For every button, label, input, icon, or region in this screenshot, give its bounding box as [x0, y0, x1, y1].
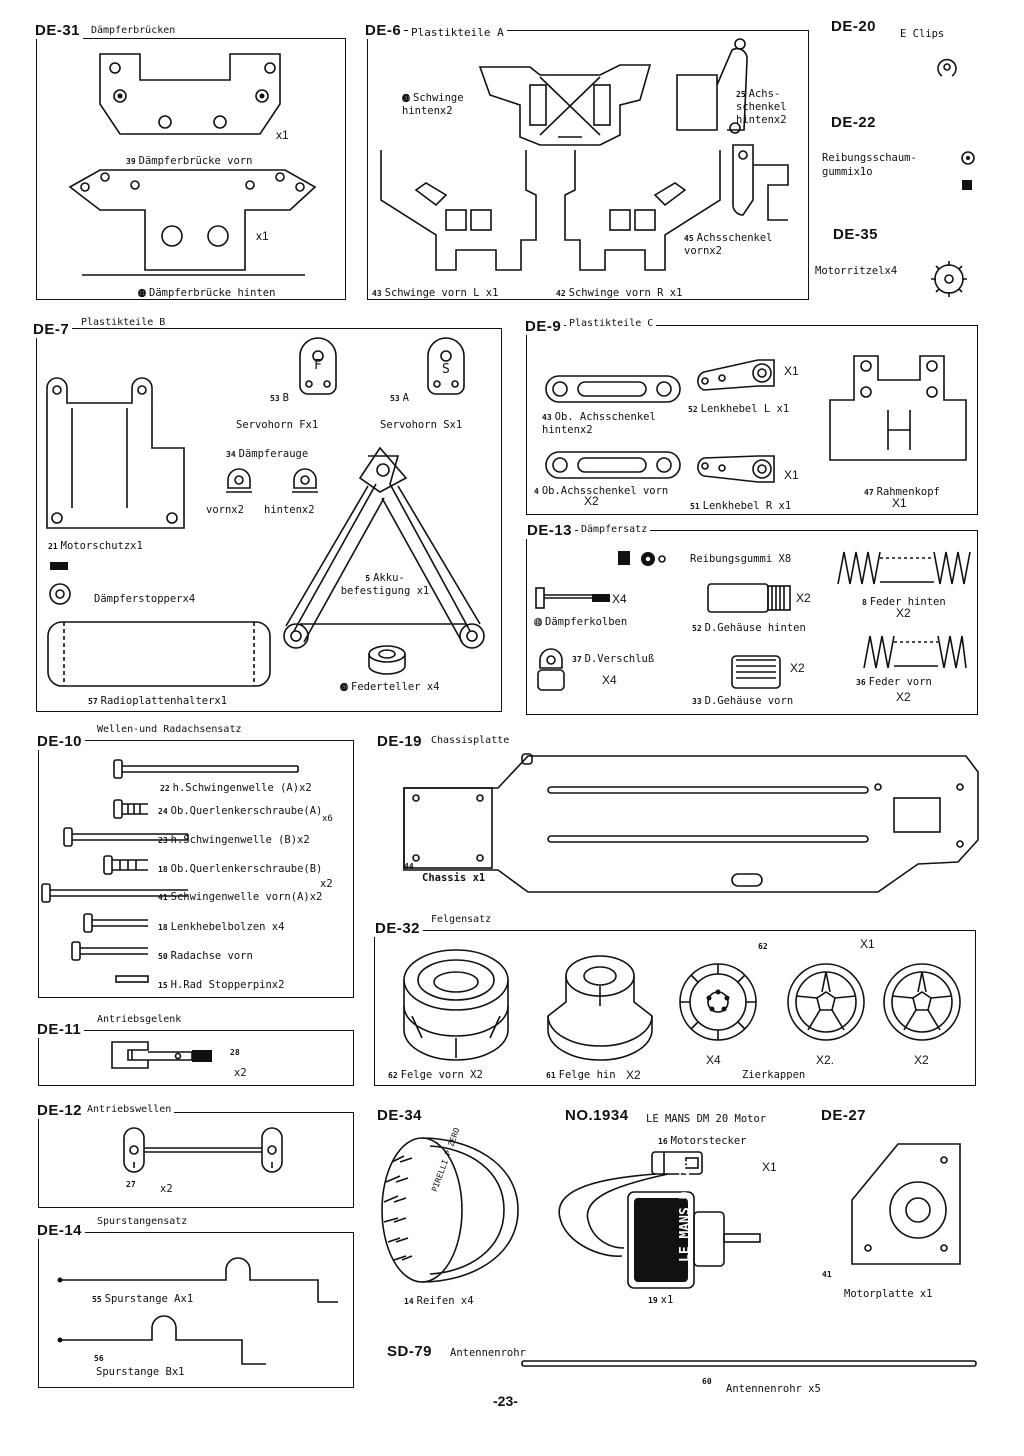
de6-achs-front-label: 45 Achsschenkel vornx2 — [684, 232, 773, 257]
kolben-label: ⓾ Dämpferkolben — [534, 616, 628, 628]
de35-label: Motorritzelx4 — [815, 265, 898, 277]
de13-title: Dämpfersatz — [578, 524, 650, 535]
de10-item-4: 18 Ob.Querlenkerschraube(B) — [158, 863, 323, 875]
reifen-brand: PIRELLI P ZERO — [430, 1126, 462, 1194]
rahmenkopf-drawing — [826, 350, 976, 470]
servohorn-s-label: Servohorn Sx1 — [380, 419, 463, 431]
kolben-qty: X4 — [612, 592, 627, 606]
e-clip-icon — [934, 56, 960, 80]
de19-code: DE-19 — [374, 733, 425, 750]
motor-title: LE MANS DM 20 Motor — [646, 1113, 767, 1125]
geh-vorn-qty: X2 — [790, 661, 805, 675]
reibungsgummi-drawing — [616, 549, 668, 569]
daempferkolben-drawing — [534, 586, 612, 610]
de13-code: DE-13 — [524, 522, 575, 539]
gehaeuse-vorn-drawing — [726, 652, 786, 692]
felge-hinten-drawing — [536, 946, 664, 1064]
lenk-l-label: 52 Lenkhebel L x1 — [688, 403, 790, 415]
daempferauge-hinten-label: hintenx2 — [264, 504, 315, 516]
reifen-label: 14 Reifen x4 — [404, 1295, 474, 1307]
rahmenkopf-qty: X1 — [892, 496, 907, 510]
motor-qty: 19 x1 — [648, 1294, 674, 1306]
motor-drawing — [552, 1148, 788, 1292]
stopper-drawing — [46, 560, 76, 608]
chassis-label: 44 — [404, 862, 414, 871]
daempferbruecke-hinten-drawing — [60, 165, 330, 280]
zierkappen-label: Zierkappen — [742, 1069, 806, 1081]
schwinge-vorn-l-drawing — [376, 145, 546, 275]
de10-item-3: 23 h.Schwingenwelle (B)x2 — [158, 834, 310, 846]
verschluss-drawing — [534, 642, 568, 694]
de20-code: DE-20 — [828, 18, 879, 35]
feder-hinten-qty: X2 — [896, 606, 911, 620]
servohorn-s-letter: S — [442, 362, 450, 377]
de31-qty-front: x1 — [276, 128, 289, 142]
de32-code: DE-32 — [372, 920, 423, 937]
lenk-r-label: 51 Lenkhebel R x1 — [690, 500, 792, 512]
de10-item-8: 15 H.Rad Stopperpinx2 — [158, 979, 285, 991]
radioplatte-drawing — [44, 618, 274, 690]
de27-tag: 41 — [822, 1270, 832, 1279]
de11-title: Antriebsgelenk — [94, 1014, 184, 1025]
feder-hinten-label: 8 Feder hinten — [862, 596, 946, 608]
de32-q3: X2. — [816, 1053, 835, 1067]
de31-title: Dämpferbrücken — [88, 25, 178, 36]
de6-achs-rear-label: 25 Achs- schenkel hintenx2 — [736, 88, 787, 126]
de10-title: Wellen-und Radachsensatz — [94, 724, 245, 735]
motorschutz-label: 21 Motorschutzx1 — [48, 540, 143, 552]
verschluss-qty: X4 — [602, 673, 617, 687]
servohorn-f-tag: 53 B — [270, 392, 289, 404]
zierkappe-3-drawing — [880, 960, 964, 1044]
de11-code: DE-11 — [34, 1021, 84, 1038]
daempferauge-vorn-label: vornx2 — [206, 504, 244, 516]
akku-label: 5 Akku- befestigung x1 — [340, 572, 430, 597]
de12-title: Antriebswellen — [84, 1104, 174, 1115]
de14-title: Spurstangensatz — [94, 1216, 190, 1227]
de27-code: DE-27 — [818, 1107, 869, 1124]
lenkhebel-l-drawing — [692, 356, 782, 396]
antennenrohr-label: Antennenrohr x5 — [726, 1383, 821, 1395]
felge-vorn-label: 62 Felge vorn X2 — [388, 1069, 483, 1081]
de11-qty: x2 — [234, 1067, 247, 1079]
daempferauge-label: 34 Dämpferauge — [226, 448, 309, 460]
spurstange-a-label: 55 Spurstange Ax1 — [92, 1293, 194, 1305]
servohorn-f-label: Servohorn Fx1 — [236, 419, 319, 431]
rahmenkopf-label: 47 Rahmenkopf — [864, 486, 940, 498]
motorschutz-drawing — [42, 378, 192, 534]
de12-code: DE-12 — [34, 1102, 85, 1119]
de20-label: E Clips — [900, 28, 945, 40]
feder-vorn-label: 36 Feder vorn — [856, 676, 932, 688]
feder-vorn-qty: X2 — [896, 690, 911, 704]
stopper-label: Dämpferstopperx4 — [94, 593, 196, 605]
ob-vorn-qty: X2 — [584, 494, 599, 508]
antennenrohr-drawing — [520, 1358, 980, 1370]
de14-code: DE-14 — [34, 1222, 85, 1239]
motorplatte-drawing — [848, 1140, 968, 1270]
antriebsgelenk-drawing — [108, 1038, 218, 1072]
gehaeuse-hinten-drawing — [704, 580, 794, 616]
zierkappe-1-drawing — [676, 960, 760, 1044]
de19-title: Chassisplatte — [428, 735, 512, 746]
daempferauge-vorn-drawing — [224, 466, 254, 496]
antennenrohr-tag: 60 — [702, 1377, 712, 1386]
lenkhebel-r-drawing — [692, 450, 782, 490]
de7-title: Plastikteile B — [78, 317, 168, 328]
de10-code: DE-10 — [34, 733, 85, 750]
geh-vorn-label: 33 D.Gehäuse vorn — [692, 695, 794, 707]
foam-gear-icon — [958, 148, 978, 193]
de31-front-label: 39 Dämpferbrücke vorn — [126, 155, 253, 167]
reifen-drawing — [378, 1132, 528, 1292]
de10-item-1: 22 h.Schwingenwelle (A)x2 — [160, 782, 312, 794]
de31-qty-rear: x1 — [256, 229, 269, 243]
de6-swing-l-label: 43 Schwinge vorn L x1 — [372, 287, 499, 299]
motorstecker-qty: X1 — [762, 1160, 777, 1174]
feder-hinten-drawing — [834, 548, 974, 588]
motor-code: NO.1934 — [562, 1107, 632, 1124]
de32-q2: X4 — [706, 1053, 721, 1067]
lenkhebel-r-qty: X1 — [784, 468, 799, 482]
reibungsgummi-label: Reibungsgummi X8 — [690, 553, 792, 565]
geh-hinten-qty: X2 — [796, 591, 811, 605]
de31-code: DE-31 — [32, 22, 83, 39]
de34-code: DE-34 — [374, 1107, 425, 1124]
pinion-gear-icon — [928, 258, 970, 300]
de9-code: DE-9 — [522, 318, 564, 335]
de12-qty: x2 — [160, 1183, 173, 1195]
page-number: -23- — [493, 1393, 518, 1409]
felge-vorn-drawing — [392, 946, 520, 1064]
chassis-label-text: Chassis x1 — [422, 872, 486, 884]
de11-tag: 28 — [230, 1048, 240, 1057]
lenkhebel-l-qty: X1 — [784, 364, 799, 378]
de10-item-6: 18 Lenkhebelbolzen x4 — [158, 921, 285, 933]
de27-label: Motorplatte x1 — [844, 1288, 933, 1300]
sd79-title: Antennenrohr — [450, 1347, 526, 1359]
federteller-drawing — [364, 640, 410, 680]
ob-vorn-label: 4 Ob.Achsschenkel vorn — [534, 485, 669, 497]
sd79-code: SD-79 — [384, 1343, 435, 1360]
achsschenkel-vorn-drawing — [728, 140, 798, 235]
akku-befestigung-drawing — [280, 446, 500, 656]
chassis-drawing — [398, 752, 988, 902]
de7-code: DE-7 — [30, 321, 72, 338]
spurstange-b-tag: 56 — [94, 1354, 104, 1363]
servohorn-s-tag: 53 A — [390, 392, 409, 404]
zierkappe-tag: 62 — [758, 942, 768, 951]
de6-swing-rear-label: ⓴ Schwinge hintenx2 — [402, 92, 464, 117]
de22-label: Reibungsschaum- gummix1o — [822, 152, 917, 178]
de12-tag: 27 — [126, 1180, 136, 1189]
de10-extra2: x2 — [320, 878, 333, 890]
de10-item-7: 50 Radachse vorn — [158, 950, 253, 962]
de10-item-5: 41 Schwingenwelle vorn(A)x2 — [158, 891, 323, 903]
daempferbruecke-vorn-drawing — [80, 44, 300, 144]
motor-can-text: LE MANS DM 20 — [678, 1160, 693, 1262]
de32-q4: X2 — [914, 1053, 929, 1067]
antriebswelle-drawing — [118, 1130, 288, 1170]
de10-extra1: x6 — [322, 814, 333, 824]
de6-title: Plastikteile A — [408, 26, 507, 39]
de22-code: DE-22 — [828, 114, 879, 131]
federteller-label: ⓴ Federteller x4 — [340, 681, 440, 693]
ob-achsschenkel-hinten-drawing — [544, 372, 684, 406]
de32-q1: X1 — [860, 937, 875, 951]
de9-title: Plastikteile C — [566, 318, 656, 329]
felge-hinten-label: 61 Felge hin — [546, 1069, 616, 1081]
de32-title: Felgensatz — [428, 914, 494, 925]
motorstecker-label: 16 Motorstecker — [658, 1135, 747, 1147]
felge-hinten-qty: X2 — [626, 1068, 641, 1082]
schwinge-hinten-drawing — [470, 55, 660, 150]
geh-hinten-label: 52 D.Gehäuse hinten — [692, 622, 806, 634]
ob-hinten-label: 43 Ob. Achsschenkel hintenx2 — [542, 411, 656, 436]
feder-vorn-drawing — [860, 632, 970, 672]
de35-code: DE-35 — [830, 226, 881, 243]
servohorn-f-letter: F — [314, 358, 322, 373]
de10-item-2: 24 Ob.Querlenkerschraube(A) — [158, 805, 323, 817]
de6-code: DE-6 — [362, 22, 404, 39]
zierkappe-2-drawing — [784, 960, 868, 1044]
spurstange-b-label: Spurstange Bx1 — [96, 1366, 185, 1378]
radioplatte-label: 57 Radioplattenhalterx1 — [88, 695, 228, 707]
ob-achsschenkel-vorn-drawing — [544, 448, 684, 482]
de31-rear-label: ⓭ Dämpferbrücke hinten — [138, 287, 276, 299]
verschluss-label: 37 D.Verschluß — [572, 653, 655, 665]
de6-swing-r-label: 42 Schwinge vorn R x1 — [556, 287, 683, 299]
